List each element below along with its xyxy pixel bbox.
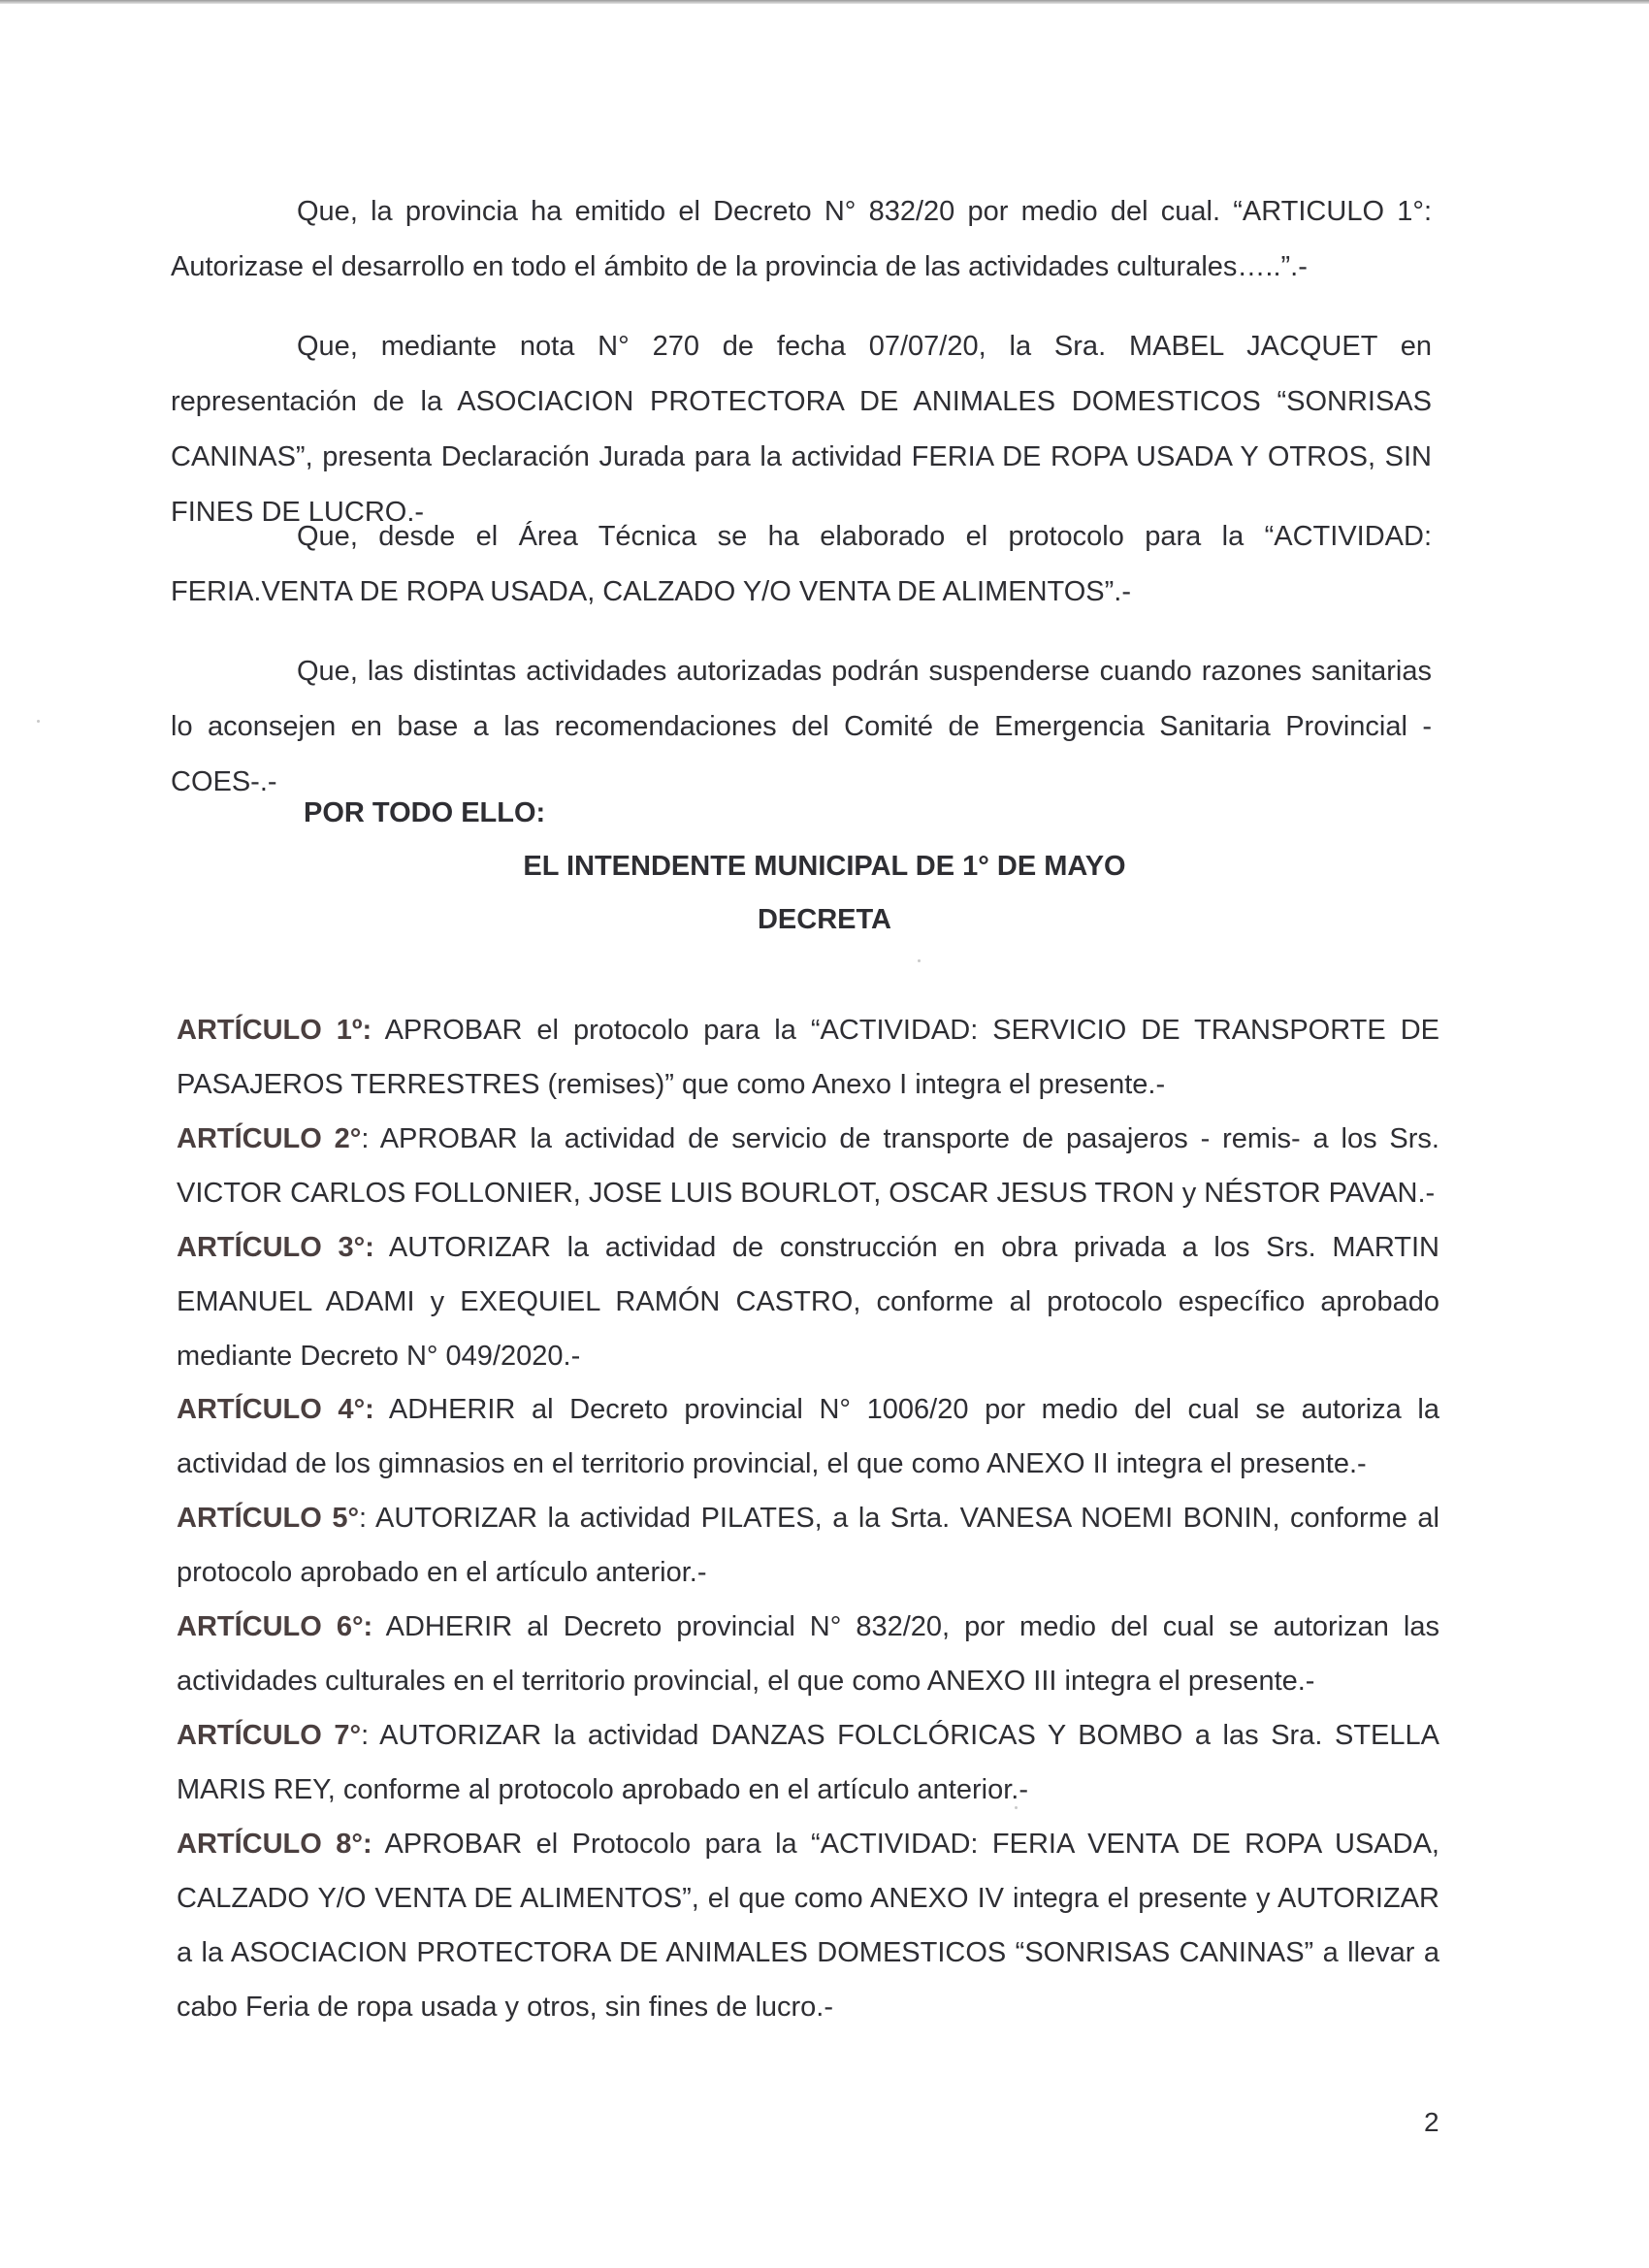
article-1-text: APROBAR el protocolo para la “ACTIVIDAD: SERVICIO DE TRANSPORTE DE PASAJEROS TERRESTRES (remises)” que como Anexo I integra el presente.- <box>177 1015 1439 1100</box>
article-3-label: ARTÍCULO 3°: <box>177 1232 374 1263</box>
article-3-text: AUTORIZAR la actividad de construcción en obra privada a los Srs. MARTIN EMANUEL ADAMI y EXEQUIEL RAMÓN CASTRO, conforme al protocolo específico aprobado mediante Decreto N° 049/2020.- <box>177 1232 1439 1372</box>
article-7 <box>177 1708 1439 1817</box>
article-3 <box>177 1220 1439 1383</box>
article-2-text: : APROBAR la actividad de servicio de transporte de pasajeros - remis- a los Srs. VICTOR CARLOS FOLLONIER, JOSE LUIS BOURLOT, OSCAR JESUS TRON y NÉSTOR PAVAN.- <box>177 1123 1439 1209</box>
scan-speck <box>37 720 40 723</box>
heading-intendente: EL INTENDENTE MUNICIPAL DE 1° DE MAYO <box>523 851 1126 882</box>
article-1 <box>177 1003 1439 1112</box>
article-7-label: ARTÍCULO 7° <box>177 1720 362 1751</box>
article-4 <box>177 1382 1439 1491</box>
article-7-text: : AUTORIZAR la actividad DANZAS FOLCLÓRICAS Y BOMBO a las Sra. STELLA MARIS REY, conforme al protocolo aprobado en el artículo anterior.- <box>177 1720 1439 1805</box>
heading-decreta: DECRETA <box>757 904 892 935</box>
considerando-1: Que, la provincia ha emitido el Decreto N° 832/20 por medio del cual. “ARTICULO 1°: Autorizase el desarrollo en todo el ámbito de la provincia de las actividades culturales…..”.- <box>171 196 1432 282</box>
article-5-label: ARTÍCULO 5° <box>177 1503 360 1534</box>
article-8-text: APROBAR el Protocolo para la “ACTIVIDAD: FERIA VENTA DE ROPA USADA, CALZADO Y/O VENTA DE ALIMENTOS”, el que como ANEXO IV integra el presente y AUTORIZAR a la ASOCIACION PROTECTORA DE ANIMALES DOMESTICOS “SONRISAS CANINAS” a llevar a cabo Feria de ropa usada y otros, sin fines de lucro.- <box>177 1829 1439 2023</box>
article-8 <box>177 1817 1439 2034</box>
page-number: 2 <box>1424 2107 1439 2137</box>
article-4-text: ADHERIR al Decreto provincial N° 1006/20 por medio del cual se autoriza la actividad de los gimnasios en el territorio provincial, el que como ANEXO II integra el presente.- <box>177 1394 1439 1479</box>
article-4-label: ARTÍCULO 4°: <box>177 1394 374 1425</box>
scan-speck <box>918 959 921 962</box>
article-6-label: ARTÍCULO 6°: <box>177 1611 373 1642</box>
heading-por-todo-ello: POR TODO ELLO: <box>304 797 546 828</box>
considerando-2: Que, mediante nota N° 270 de fecha 07/07/20, la Sra. MABEL JACQUET en representación de la ASOCIACION PROTECTORA DE ANIMALES DOMESTICOS “SONRISAS CANINAS”, presenta Declaración Jurada para la actividad FERIA DE ROPA USADA Y OTROS, SIN FINES DE LUCRO.- <box>171 331 1432 528</box>
article-8-label: ARTÍCULO 8°: <box>177 1829 372 1860</box>
article-2-label: ARTÍCULO 2° <box>177 1123 362 1154</box>
scan-speck <box>1015 1806 1018 1809</box>
article-2 <box>177 1112 1439 1220</box>
article-1-label: ARTÍCULO 1º: <box>177 1015 372 1046</box>
article-5-text: : AUTORIZAR la actividad PILATES, a la Srta. VANESA NOEMI BONIN, conforme al protocolo aprobado en el artículo anterior.- <box>177 1503 1439 1588</box>
article-6 <box>177 1600 1439 1708</box>
considerando-3: Que, desde el Área Técnica se ha elaborado el protocolo para la “ACTIVIDAD: FERIA.VENTA DE ROPA USADA, CALZADO Y/O VENTA DE ALIMENTOS”.- <box>171 521 1432 607</box>
article-6-text: ADHERIR al Decreto provincial N° 832/20, por medio del cual se autorizan las actividades culturales en el territorio provincial, el que como ANEXO III integra el presente.- <box>177 1611 1439 1697</box>
article-5 <box>177 1491 1439 1600</box>
considerando-4: Que, las distintas actividades autorizadas podrán suspenderse cuando razones sanitarias lo aconsejen en base a las recomendaciones del Comité de Emergencia Sanitaria Provincial -COES-.- <box>171 656 1432 797</box>
